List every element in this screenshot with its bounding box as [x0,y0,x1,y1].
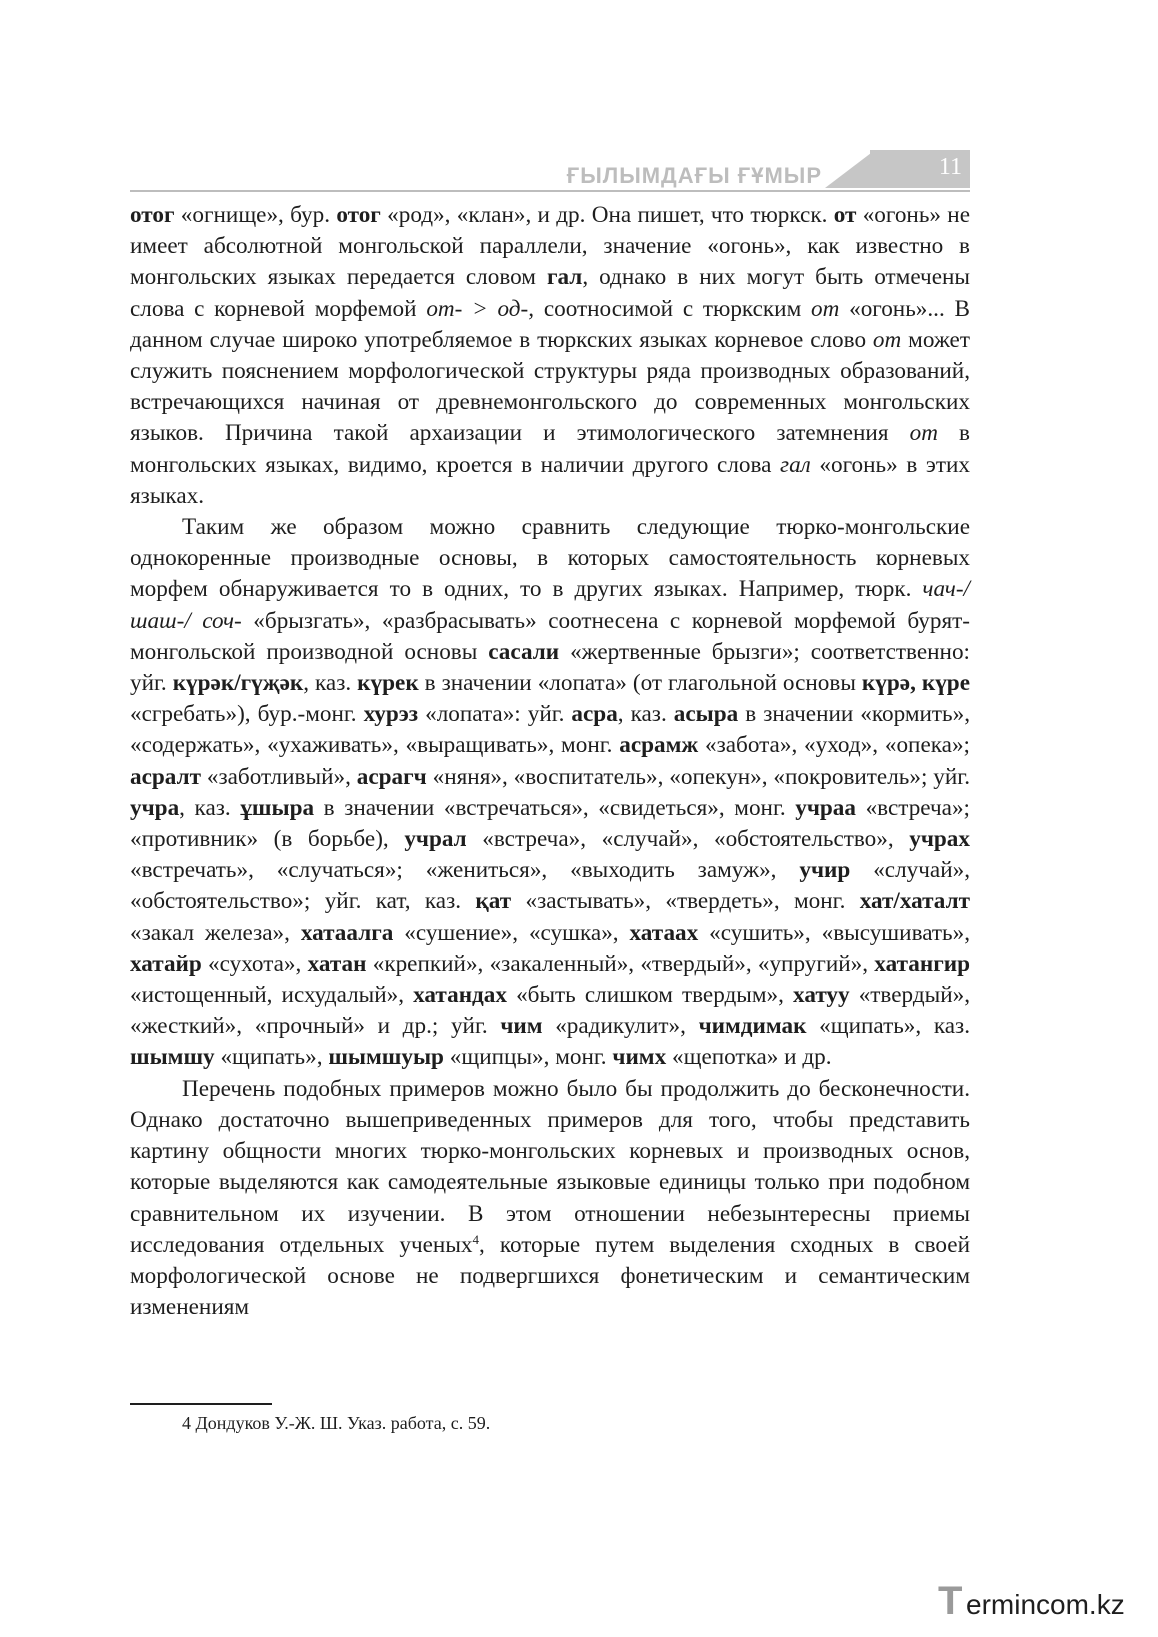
text-run: «заботливый», [200,763,357,790]
bold-term: сасали [488,638,560,665]
text-run: в монгольских языках, видимо, кроется в наличии другого слова [130,420,970,478]
text-run: «щепотка» и др. [666,1044,832,1071]
italic-term: гал [780,451,811,478]
bold-term: учраа [795,794,856,821]
bold-term: асрагч [356,763,427,790]
text-run: «истощенный, исхудалый», [130,982,414,1009]
text-run: «закал железа», [130,919,301,946]
italic-term: от- > од-, [426,295,535,322]
text-run: в значении «встречаться», «свидеться», монг. [314,794,796,821]
text-run: «жертвенные брызги»; соответственно: уйг. [130,638,970,697]
header-wedge [825,150,875,188]
bold-term: күрә, күре [861,670,970,697]
bold-term: чимдимак [698,1013,807,1040]
text-run: «забота», «уход», «опека»; [698,732,970,759]
bold-term: хатуу [793,982,850,1009]
bold-term: күрәк/гүҗәк [172,670,304,697]
italic-term: от [811,295,840,322]
bold-term: чим [500,1013,543,1040]
bold-term: хатайр [130,950,202,977]
text-run: «огонь» в этих языках. [130,451,971,509]
text-run: «род», «клан», и др. Она пишет, что тюркск. [380,202,834,228]
bold-term: шымшу [130,1044,215,1071]
text-run: «сушение», «сушка», [393,919,630,946]
text-run: соотносимой с тюркским [534,295,811,322]
text-run: «лопата»: уйг. [418,701,572,728]
footnote-ref: 4 [472,1231,480,1247]
bold-term: учра [130,794,180,821]
italic-term: от [909,420,938,447]
text-run: «брызгать», «разбрасывать» соотнесена с корневой морфемой бурят-монгольской производной основы [130,607,970,665]
bold-term: асра [571,701,618,728]
bold-term: асыра [673,701,739,728]
running-head-title: ҒЫЛЫМДАҒЫ ҒҰМЫР [566,163,822,188]
text-run: «застывать», «твердеть», монг. [511,888,860,915]
text-run: «сухота», [201,950,308,977]
italic-term: от [872,326,902,353]
bold-term: учрал [404,826,467,853]
text-run: , каз. [303,670,358,697]
bold-term: хатангир [874,950,970,977]
bold-term: от [833,202,857,228]
paragraph [130,512,970,1074]
bold-term: қат [475,888,512,915]
bold-term: ұшыра [240,794,315,821]
text-run: «огонь»... В данном случае широко употребляемое в тюркских языках корневое слово [130,295,970,353]
text-run: в значении «кормить», «содержать», «ухаживать», «выращивать», монг. [130,701,971,759]
text-run: может служить пояснением морфологической структуры ряда производных образований, встречающихся начиная от древнемонгольского до современных монгольских языков. Причина такой архаизации и этимологического затемнения [130,326,970,447]
bold-term: учир [799,857,851,884]
footnote: 4 Дондуков У.-Ж. Ш. Указ. работа, с. 59. [182,1413,491,1433]
text-run: «крепкий», «закаленный», «твердый», «упругий», [366,950,875,977]
running-head [130,146,970,194]
bold-term: асрамж [619,732,699,759]
bold-term: хатандах [413,982,507,1009]
page-number: 11 [938,154,962,180]
bold-term: учрах [909,826,970,853]
paragraph [130,200,970,512]
text-run: «радикулит», [542,1013,699,1040]
text-run: «встреча», «случай», «обстоятельство», [466,826,910,853]
text-run: Перечень подобных примеров можно было бы продолжить до бесконечности. Однако достаточно вышеприведенных примеров для того, чтобы представить картину общности многих тюрко-монгольских корневых и производных основ, которые выделяются как самодеятельные языковые единицы только при подобном сравнительном их изучении. В этом отношении небезынтересны приемы исследования отдельных ученых [130,1075,970,1258]
text-run: , каз. [617,701,674,728]
bold-term: асралт [130,763,201,790]
watermark-logo-letter: T [938,1579,963,1623]
header-rule [130,190,970,192]
bold-term: чимх [612,1044,667,1071]
bold-term: хурэз [363,701,419,728]
body-text [130,200,970,1323]
text-run: , которые путем выделения сходных в своей морфологической основе не подвергшихся фонетическим и семантическим изменениям [130,1231,971,1321]
site-watermark [938,1581,1148,1621]
text-run: «сгребать»), бур.-монг. [130,701,364,728]
text-run: «няня», «воспитатель», «опекун», «покровитель»; уйг. [426,763,970,790]
bold-term: шымшуыр [328,1044,444,1071]
text-run: «щипцы», монг. [443,1044,613,1071]
text-run: «огонь» не имеет абсолютной монгольской параллели, значение «огонь», как известно в монгольских языках передается словом [130,202,970,291]
watermark-text: ermincom.kz [966,1589,1125,1620]
text-run: «щипать», [214,1044,329,1071]
text-run: «огнище», бур. [174,202,337,228]
bold-term: хатан [307,950,367,977]
text-run: «случай», «обстоятельство»; уйг. кат, каз. [130,857,970,915]
text-run: , однако в них могут быть отмечены слова с корневой морфемой [130,264,970,322]
bold-term: гал [546,264,583,291]
text-run: , каз. [179,794,241,821]
text-run: «быть слишком твердым», [506,982,794,1009]
bold-term: отог [336,202,381,228]
bold-term: күрек [357,670,419,697]
text-run: «встречать», «случаться»; «жениться», «выходить замуж», [130,857,800,884]
text-run: Таким же образом можно сравнить следующие тюрко-монгольские однокоренные производные основы, в которых самостоятельность корневых морфем обнаруживается то в одних, то в других языках. Например, тюрк. [130,514,970,603]
footnote-rule [130,1403,272,1405]
italic-term: чач-/ шаш-/ соч- [130,576,970,634]
bold-term: отог [130,202,175,228]
text-run: «сушить», «высушивать», [698,919,970,946]
text-run: «щипать», каз. [806,1013,971,1040]
text-run: «твердый», «жесткий», «прочный» и др.; уйг. [130,982,971,1040]
text-run: в значении «лопата» (от глагольной основы [418,670,862,697]
bold-term: хатаах [629,919,699,946]
paragraph [130,1074,970,1324]
bold-term: хатаалга [300,919,394,946]
bold-term: хат/хаталт [859,888,970,915]
text-run: «встреча»; «противник» (в борьбе), [130,794,970,853]
page-number-box [870,150,970,188]
